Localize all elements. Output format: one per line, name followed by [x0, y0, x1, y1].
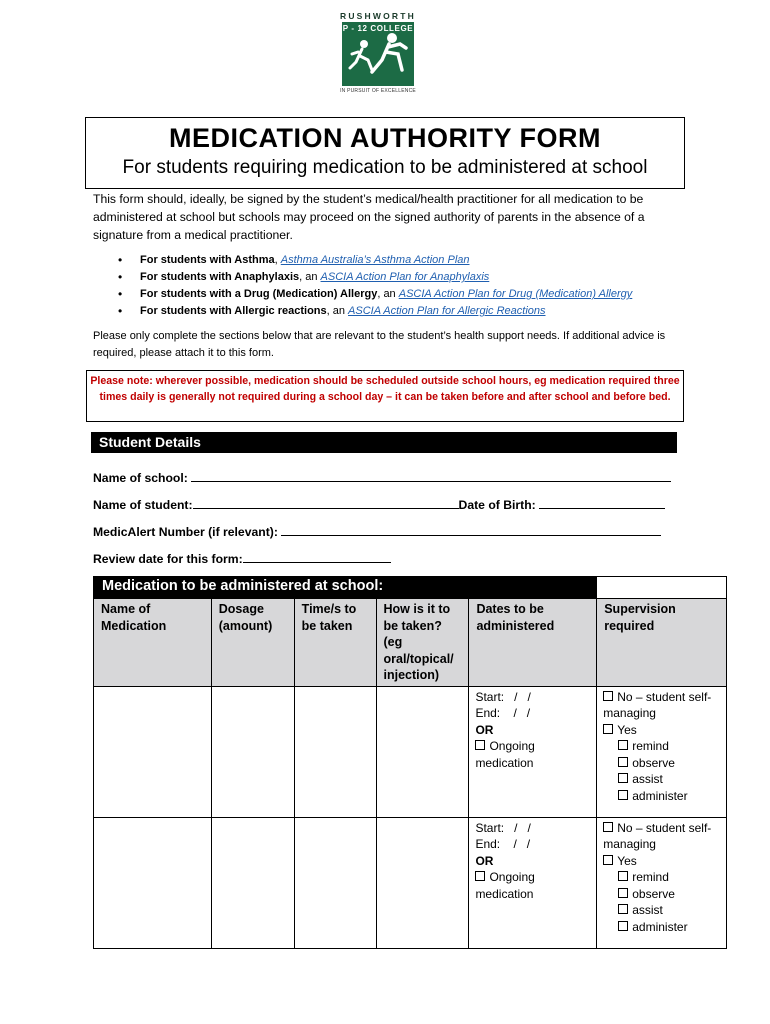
list-item — [118, 303, 698, 320]
dosage-cell[interactable] — [211, 817, 294, 948]
supervision-cell — [597, 817, 727, 948]
col-header-dosage: Dosage (amount) — [211, 599, 294, 687]
time-cell[interactable] — [294, 817, 376, 948]
checkbox-icon[interactable] — [618, 757, 628, 767]
observe-option[interactable] — [603, 755, 720, 772]
student-name-label: Name of student: — [93, 498, 193, 512]
action-plan-list — [118, 252, 698, 320]
checkbox-icon[interactable] — [618, 773, 628, 783]
bullet-sep: , — [274, 254, 281, 266]
student-name-field[interactable] — [93, 496, 665, 512]
no-supervision-option[interactable] — [603, 689, 720, 722]
checkbox-icon[interactable] — [618, 790, 628, 800]
assist-label: assist — [632, 903, 663, 917]
administer-label: administer — [632, 788, 688, 803]
or-label: OR — [475, 722, 494, 737]
yes-supervision-option[interactable] — [603, 722, 720, 739]
col-header-supervision: Supervision required — [597, 599, 727, 687]
student-details-heading: Student Details — [91, 432, 677, 453]
administer-option[interactable] — [603, 919, 720, 936]
medicalert-label: MedicAlert Number (if relevant): — [93, 525, 278, 539]
checkbox-icon[interactable] — [618, 740, 628, 750]
bullet-lead: For students with Asthma — [140, 254, 275, 266]
checkbox-icon[interactable] — [603, 724, 613, 734]
checkbox-icon[interactable] — [603, 822, 613, 832]
supervision-cell — [597, 686, 727, 817]
school-name-input[interactable] — [191, 469, 671, 482]
ongoing-option[interactable] — [475, 738, 590, 771]
review-date-label: Review date for this form: — [93, 552, 243, 566]
drug-allergy-plan-link[interactable]: ASCIA Action Plan for Drug (Medication) Allergy — [398, 288, 633, 300]
checkbox-icon[interactable] — [618, 904, 628, 914]
table-row — [94, 817, 727, 948]
form-title-box — [85, 117, 685, 189]
student-name-input[interactable] — [193, 496, 459, 509]
checkbox-icon[interactable] — [603, 691, 613, 701]
form-subtitle: For students requiring medication to be administered at school — [122, 157, 648, 178]
observe-label: observe — [632, 755, 675, 770]
running-figures-icon — [342, 22, 414, 86]
logo-tagline: IN PURSUIT OF EXCELLENCE — [340, 88, 416, 94]
asthma-plan-link[interactable]: Asthma Australia’s Asthma Action Plan — [280, 254, 470, 266]
logo-badge — [342, 22, 414, 86]
checkbox-icon[interactable] — [603, 855, 613, 865]
col-header-how: How is it to be taken? (eg oral/topical/ injection) — [376, 599, 469, 687]
no-supervision-label: No – student self- managing — [603, 689, 712, 720]
dates-cell — [469, 686, 597, 817]
assist-option[interactable] — [603, 771, 720, 788]
end-date[interactable]: End: / / — [475, 837, 531, 851]
scheduling-alert: Please note: wherever possible, medication should be scheduled outside school hours, eg medication required three times daily is generally not required during a school day – it can be taken before and after school and before bed. — [86, 370, 684, 422]
school-name-field[interactable] — [93, 469, 671, 485]
yes-supervision-label: Yes — [617, 722, 637, 737]
yes-supervision-option[interactable] — [603, 853, 720, 870]
bullet-sep: , an — [326, 305, 349, 317]
medicalert-field[interactable] — [93, 523, 661, 539]
dob-input[interactable] — [539, 496, 665, 509]
remind-option[interactable] — [603, 738, 720, 755]
time-cell[interactable] — [294, 686, 376, 817]
assist-label: assist — [632, 772, 663, 786]
col-header-dates: Dates to be administered — [469, 599, 597, 687]
start-date[interactable]: Start: / / — [475, 820, 531, 835]
remind-option[interactable] — [603, 869, 720, 886]
intro-paragraph: This form should, ideally, be signed by the student’s medical/health practitioner for all medication to be administered at school but schools may proceed on the signed authority of parents in the absence of a signature from a medical practitioner. — [93, 192, 645, 242]
review-date-input[interactable] — [243, 550, 391, 563]
start-date[interactable]: Start: / / — [475, 689, 531, 704]
list-item — [118, 252, 698, 269]
bullet-lead: For students with a Drug (Medication) Allergy — [140, 288, 378, 300]
yes-supervision-label: Yes — [617, 853, 637, 868]
medication-name-cell[interactable] — [94, 686, 212, 817]
anaphylaxis-plan-link[interactable]: ASCIA Action Plan for Anaphylaxis — [320, 271, 490, 283]
observe-option[interactable] — [603, 886, 720, 903]
dates-cell — [469, 817, 597, 948]
ongoing-label: Ongoing medication — [475, 870, 535, 901]
col-header-time: Time/s to be taken — [294, 599, 376, 687]
end-date[interactable]: End: / / — [475, 706, 531, 720]
checkbox-icon[interactable] — [475, 871, 485, 881]
review-date-field[interactable] — [93, 550, 391, 566]
logo-name: RUSHWORTH — [340, 11, 416, 21]
logo-sub: P - 12 COLLEGE — [342, 24, 414, 33]
bullet-sep: , an — [299, 271, 321, 283]
allergic-reactions-plan-link[interactable]: ASCIA Action Plan for Allergic Reactions — [348, 305, 546, 317]
checkbox-icon[interactable] — [618, 921, 628, 931]
checkbox-icon[interactable] — [618, 871, 628, 881]
form-title: MEDICATION AUTHORITY FORM — [169, 123, 601, 153]
method-cell[interactable] — [376, 686, 469, 817]
table-row — [94, 686, 727, 817]
list-item — [118, 286, 698, 303]
ongoing-option[interactable] — [475, 869, 590, 902]
checkbox-icon[interactable] — [618, 888, 628, 898]
college-logo — [338, 12, 418, 94]
no-supervision-label: No – student self- managing — [603, 820, 712, 851]
ongoing-label: Ongoing medication — [475, 739, 535, 770]
list-item — [118, 269, 698, 286]
administer-label: administer — [632, 919, 688, 934]
bullet-sep: , an — [377, 288, 399, 300]
observe-label: observe — [632, 886, 675, 901]
checkbox-icon[interactable] — [475, 740, 485, 750]
bullet-lead: For students with Anaphylaxis — [140, 271, 300, 283]
medication-table — [93, 576, 727, 949]
instructions-note: Please only complete the sections below that are relevant to the student’s health support needs. If additional advice is required, please attach it to this form. — [93, 330, 666, 359]
medication-name-cell[interactable] — [94, 817, 212, 948]
method-cell[interactable] — [376, 817, 469, 948]
remind-label: remind — [632, 870, 669, 884]
medicalert-input[interactable] — [281, 523, 661, 536]
col-header-name: Name of Medication — [94, 599, 212, 687]
no-supervision-option[interactable] — [603, 820, 720, 853]
medication-table-heading: Medication to be administered at school: — [94, 577, 597, 599]
bullet-lead: For students with Allergic reactions — [140, 305, 327, 317]
or-label: OR — [475, 853, 494, 868]
remind-label: remind — [632, 739, 669, 753]
assist-option[interactable] — [603, 902, 720, 919]
school-name-label: Name of school: — [93, 471, 188, 485]
administer-option[interactable] — [603, 788, 720, 805]
dosage-cell[interactable] — [211, 686, 294, 817]
heading-blank-cell — [597, 577, 727, 599]
dob-label: Date of Birth: — [458, 498, 536, 512]
